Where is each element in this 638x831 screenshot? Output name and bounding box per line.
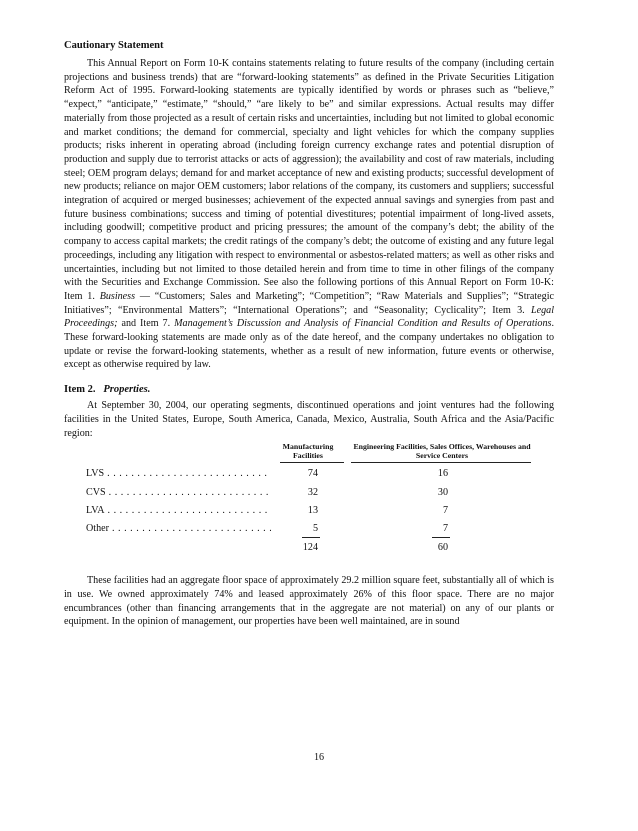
subtotal-rule-1 [302, 537, 320, 538]
table-cell-manufacturing: 32 [307, 487, 318, 499]
cautionary-text-2: — “Customers; Sales and Marketing”; “Competition”; “Raw Materials and Supplies”; “Strategic Initiatives”; “Environmental Matters”; “International Operations”; and “Seasonality; Cyclicality”; Item 3. [64, 290, 554, 316]
table-cell-manufacturing: 13 [307, 505, 318, 517]
item2-closing: These facilities had an aggregate floor space of approximately 29.2 million square feet, substantially all of which is in use. We owned approximately 74% and leased approximately 26% of this floor space. There are no major encumbrances (other than financing arrangements that in the aggregate are not material) on any of our plants or equipment. In the opinion of management, our properties have been well maintained, are in sound [64, 575, 554, 628]
item2-title: Properties. [103, 384, 151, 396]
table-row-label: CVS . . . [86, 487, 271, 498]
table-row-label: Other . . . [86, 523, 271, 534]
cautionary-paragraph [64, 57, 554, 372]
item2-intro: At September 30, 2004, our operating segments, discontinued operations and joint ventures had the following facilities in the United States, Europe, South America, Canada, Mexico, Australia, South Africa and the Asia/Pacific region: [64, 400, 554, 439]
table-cell-manufacturing: 74 [307, 468, 318, 480]
facilities-table [64, 442, 554, 560]
item2-heading [64, 384, 554, 395]
table-cell-engineering: 7 [442, 523, 448, 535]
subtotal-rule-2 [432, 537, 450, 538]
cautionary-heading: Cautionary Statement [64, 40, 164, 51]
table-cell-engineering: 30 [437, 487, 448, 499]
cautionary-text-legal: Legal Proceedings; [64, 304, 554, 330]
total-manufacturing: 124 [302, 542, 318, 554]
document-page [64, 40, 554, 629]
header-manufacturing: Manufacturing Facilities [282, 442, 334, 461]
total-engineering: 60 [437, 542, 448, 554]
table-cell-engineering: 16 [437, 468, 448, 480]
table-row-label: LVA . . . [86, 505, 271, 516]
cautionary-text-4: . These forward-looking statements are made only as of the date hereof, and the company undertakes no obligation to update or revise the forward-looking statements, whether as a result of new information, future events or otherwise, except as otherwise required by law. [64, 318, 554, 371]
page-number: 16 [313, 752, 325, 763]
header-engineering: Engineering Facilities, Sales Offices, Warehouses and Service Centers [353, 442, 531, 461]
table-cell-manufacturing: 5 [312, 523, 318, 535]
header-rule-2 [351, 462, 531, 463]
item2-label: Item 2. [64, 384, 96, 396]
cautionary-text-3: and Item 7. [117, 318, 175, 330]
cautionary-text-mdna: Management’s Discussion and Analysis of Financial Condition and Results of Operations [174, 318, 552, 330]
cautionary-text-business: Business [99, 290, 136, 302]
cautionary-text-1: This Annual Report on Form 10-K contains statements relating to future results of the company (including certain projections and business trends) that are “forward-looking statements” as defined in the Private Securities Litigation Reform Act of 1995. Forward-looking statements are typically identified by words or phrases such as “believe,” “expect,” “anticipate,” “estimate,” “should,” “are likely to be” and similar expressions. Actual results may differ materially from those projected as a result of certain risks and uncertainties, including but not limited to global economic and market conditions; the demand for commercial, specialty and light vehicles for which the company supplies products; risks inherent in operating abroad (including foreign currency exchange rates and potential disruption of production and supply due to terrorist attacks or acts of aggression); the availability and cost of raw materials, including steel; OEM program delays; demand for and market acceptance of new and existing products; successful development of new products; reliance on major OEM customers; labor relations of the company, its customers and suppliers; successful integration of acquired or merged businesses; achievement of the expected annual savings and synergies from past and future business combinations; success and timing of potential divestitures; potential impairment of long-lived assets, including goodwill; competitive product and pricing pressures; the amount of the company’s debt; the ability of the company to access capital markets; the credit ratings of the company’s debt; the outcome of existing and any future legal proceedings, including any litigation with respect to environmental or asbestos-related matters; as well as other risks and uncertainties, including but not limited to those detailed herein and from time to time in other filings of the company with the Securities and Exchange Commission. See also the following portions of this Annual Report on Form 10-K: Item 1. [64, 58, 554, 302]
table-cell-engineering: 7 [442, 505, 448, 517]
table-row-label: LVS . . . [86, 468, 271, 479]
header-rule-1 [280, 462, 344, 463]
item2-section [64, 384, 554, 629]
